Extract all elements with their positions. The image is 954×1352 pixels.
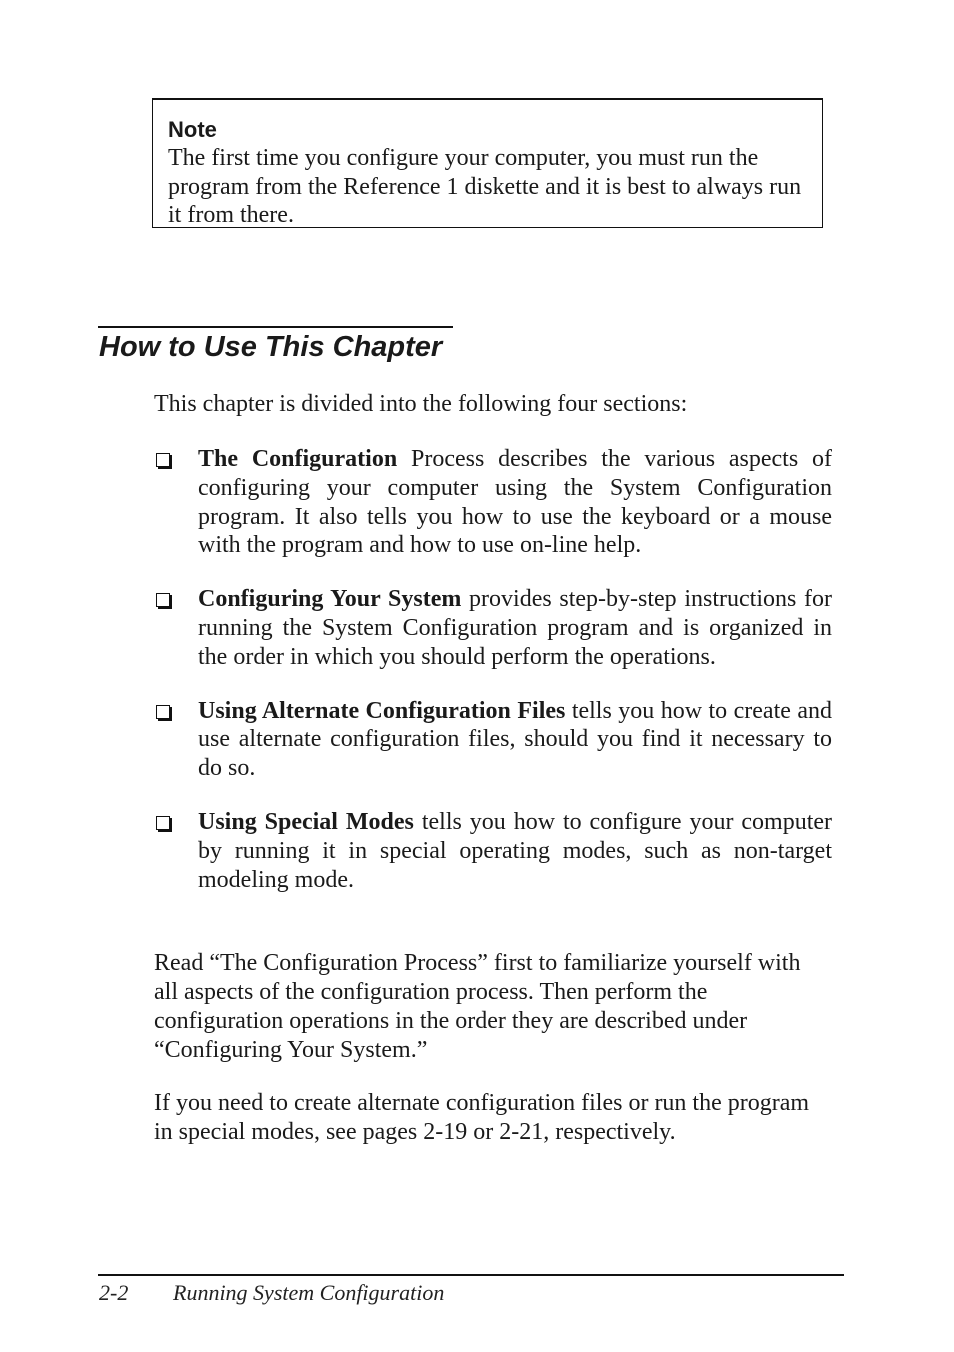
list-item-body: provides step-by-step instructions for running the System Configuration program and is organized in the order in which you should perform the operations. xyxy=(198,586,832,670)
checkbox-bullet-icon xyxy=(156,816,170,830)
note-box xyxy=(152,98,823,228)
checkbox-bullet-icon xyxy=(156,705,170,719)
section-intro: This chapter is divided into the following four sections: xyxy=(154,391,688,417)
paragraph-alternate: If you need to create alternate configuration files or run the program in special modes, see pages 2-19 or 2-21, respectively. xyxy=(154,1090,810,1145)
list-item-bold: Configuring Your System xyxy=(198,586,462,613)
page-footer xyxy=(99,1279,444,1307)
list-item-text xyxy=(198,585,832,671)
list-item-body: Process describes the various aspects of configuring your computer using the System Configuration program. It also tells you how to use the keyboard or a mouse with the program and how to use on-line help. xyxy=(198,446,833,559)
list-item xyxy=(154,445,832,560)
list-item-text xyxy=(198,697,832,783)
list-item-bold: Using Special Modes xyxy=(198,808,414,835)
list-item-body: tells you how to create and use alternate configuration files, should you find it necessary to do so. xyxy=(198,697,832,782)
list-item-body: tells you how to configure your computer by running it in special operating modes, such as non-target modeling mode. xyxy=(198,808,833,893)
paragraph-read-first: Read “The Configuration Process” first to familiarize yourself with all aspects of the configuration process. Then perform the configuration operations in the order they are described under “Configuring Your System.” xyxy=(154,950,801,1063)
list-item xyxy=(154,808,832,894)
note-label: Note xyxy=(168,117,217,142)
section-list xyxy=(154,445,832,919)
checkbox-bullet-icon xyxy=(156,453,170,467)
checkbox-bullet-icon xyxy=(156,593,170,607)
note-text: The first time you configure your computer, you must run the program from the Reference 1 diskette and it is best to always run it from there. xyxy=(168,145,802,228)
chapter-title: Running System Configuration xyxy=(173,1280,445,1305)
list-item xyxy=(154,585,832,671)
footer-rule xyxy=(98,1274,844,1276)
list-item-bold: Using Alternate Configuration Files xyxy=(198,697,566,724)
list-item-bold: The Configuration xyxy=(198,446,398,472)
list-item-text xyxy=(198,808,832,894)
list-item-text xyxy=(198,445,832,560)
list-item xyxy=(154,697,832,783)
section-title: How to Use This Chapter xyxy=(99,331,443,363)
page-number: 2-2 xyxy=(99,1280,129,1305)
